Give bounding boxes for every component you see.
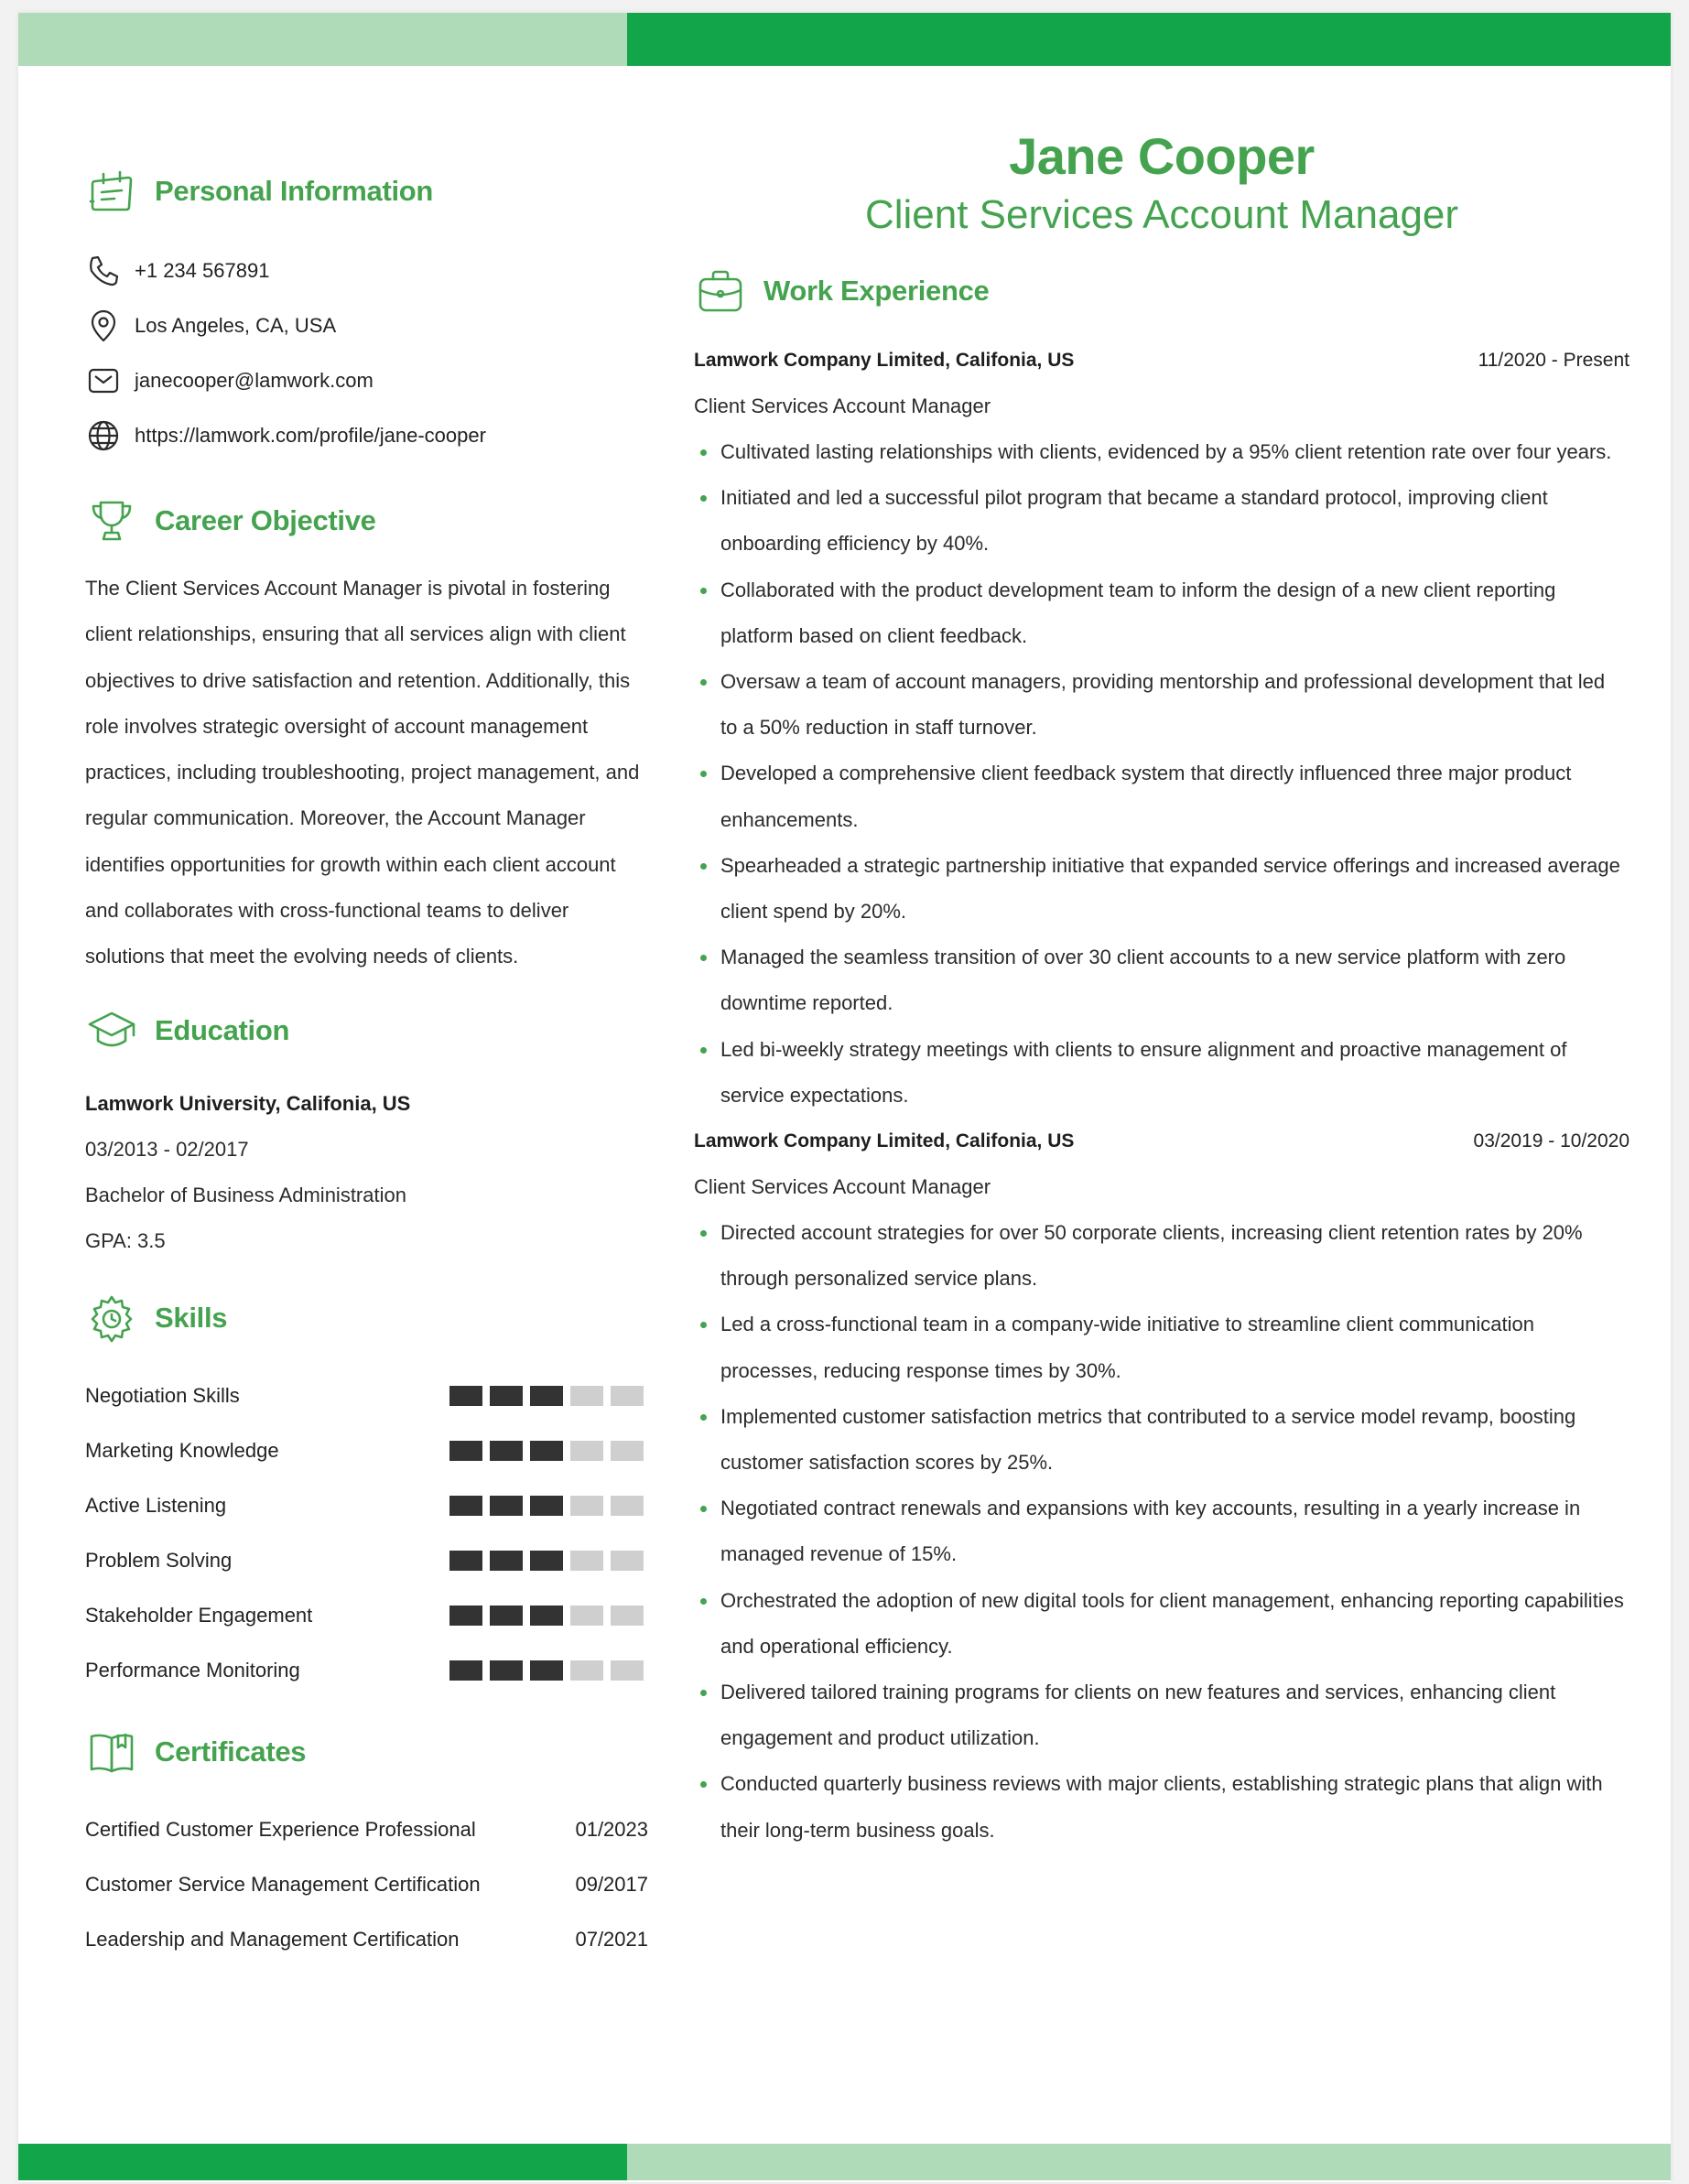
graduation-cap-icon — [85, 1004, 138, 1057]
skill-segment-empty — [570, 1660, 603, 1681]
skill-row — [85, 1478, 644, 1533]
certificate-row — [85, 1857, 648, 1912]
skill-row — [85, 1533, 644, 1588]
certificate-date: 09/2017 — [575, 1872, 648, 1896]
job-bullet: Managed the seamless transition of over 30 client accounts to a new service platform with zero downtime reported. — [694, 935, 1627, 1026]
job-bullet: Orchestrated the adoption of new digital tools for client management, enhancing reporting capabilities and operational efficiency. — [694, 1578, 1627, 1670]
career-objective-title: Career Objective — [155, 504, 376, 536]
skill-name: Performance Monitoring — [85, 1658, 300, 1681]
job-bullet: Collaborated with the product development team to inform the design of a new client reporting platform based on client feedback. — [694, 568, 1627, 659]
location-pin-icon — [85, 308, 122, 344]
job-bullets — [694, 429, 1629, 1119]
skill-segment-filled — [449, 1551, 482, 1571]
job-position: Client Services Account Manager — [694, 1175, 991, 1199]
skill-segment-filled — [490, 1660, 523, 1681]
certificate-row — [85, 1802, 648, 1857]
jobs-list — [694, 338, 1629, 1854]
skill-segment-filled — [490, 1551, 523, 1571]
skill-segment-filled — [449, 1496, 482, 1516]
candidate-role: Client Services Account Manager — [864, 192, 1459, 237]
skill-row — [85, 1368, 644, 1423]
top-bar-light — [18, 13, 627, 66]
skill-name: Active Listening — [85, 1493, 227, 1517]
candidate-name: Jane Cooper — [1009, 127, 1315, 185]
skill-segment-filled — [530, 1386, 563, 1406]
career-objective-text: The Client Services Account Manager is pivotal in fostering client relationships, ensuring that all services align with client objectives to drive satisfaction and retention. Additionally, this role involves strategic oversight of account management practices, including troubleshooting, project management, and regular communication. Moreover, the Account Manager identifies opportunities for growth within each client account and collaborates with cross-functional teams to deliver solutions that meet the evolving needs of clients. — [85, 577, 640, 968]
education-header — [85, 999, 648, 1063]
skill-segment-filled — [530, 1441, 563, 1461]
skill-segment-empty — [611, 1606, 644, 1626]
job-entry — [694, 1119, 1629, 1854]
certificates-header — [85, 1720, 648, 1784]
work-experience-header — [694, 259, 1629, 323]
gear-icon — [85, 1292, 138, 1345]
skill-segment-filled — [530, 1551, 563, 1571]
job-bullets — [694, 1210, 1629, 1854]
phone-icon — [85, 253, 122, 289]
certificate-name: Customer Service Management Certification — [85, 1872, 481, 1896]
job-bullet: Initiated and led a successful pilot program that became a standard protocol, improving client onboarding efficiency by 40%. — [694, 475, 1627, 567]
skill-segment-empty — [611, 1551, 644, 1571]
skill-segment-empty — [611, 1386, 644, 1406]
bottom-bar-light — [627, 2144, 1671, 2180]
personal-info-title: Personal Information — [155, 175, 434, 207]
skill-segment-filled — [530, 1660, 563, 1681]
skill-segment-filled — [490, 1441, 523, 1461]
skill-row — [85, 1423, 644, 1478]
skill-name: Negotiation Skills — [85, 1383, 240, 1407]
resume-page — [18, 13, 1671, 2182]
mail-icon — [85, 362, 122, 399]
skill-segment-empty — [611, 1441, 644, 1461]
skill-row — [85, 1588, 644, 1643]
skill-name: Stakeholder Engagement — [85, 1603, 313, 1627]
skill-level-meter — [442, 1441, 644, 1461]
contact-location — [85, 298, 648, 353]
skills-title: Skills — [155, 1301, 228, 1334]
work-experience-title: Work Experience — [763, 275, 990, 307]
skill-segment-empty — [611, 1496, 644, 1516]
job-bullet: Conducted quarterly business reviews with major clients, establishing strategic plans that align with their long-term business goals. — [694, 1761, 1627, 1853]
bottom-bar-dark — [18, 2144, 627, 2180]
skill-segment-filled — [530, 1606, 563, 1626]
skill-segment-empty — [570, 1386, 603, 1406]
skill-name: Marketing Knowledge — [85, 1438, 279, 1462]
skill-segment-filled — [449, 1606, 482, 1626]
skill-level-meter — [442, 1551, 644, 1571]
certificate-row — [85, 1912, 648, 1967]
globe-icon — [85, 417, 122, 454]
certificates-list — [85, 1802, 648, 1967]
skills-header — [85, 1286, 648, 1350]
contact-website[interactable] — [85, 408, 648, 463]
job-header — [694, 338, 1629, 384]
education-entry — [85, 1081, 648, 1264]
skill-segment-filled — [449, 1386, 482, 1406]
skills-list — [85, 1368, 648, 1698]
job-dates: 11/2020 - Present — [1478, 350, 1629, 371]
job-bullet: Oversaw a team of account managers, providing mentorship and professional development that led to a 50% reduction in staff turnover. — [694, 659, 1627, 751]
right-column — [694, 127, 1629, 1854]
job-bullet: Spearheaded a strategic partnership initiative that expanded service offerings and increased average client spend by 20%. — [694, 843, 1627, 935]
contact-website-text[interactable]: https://lamwork.com/profile/jane-cooper — [135, 424, 486, 447]
skill-segment-empty — [570, 1551, 603, 1571]
job-bullet: Delivered tailored training programs for clients on new features and services, enhancing client engagement and product utilization. — [694, 1670, 1627, 1761]
skill-segment-filled — [490, 1496, 523, 1516]
contact-phone-text: +1 234 567891 — [135, 259, 270, 282]
education-title: Education — [155, 1013, 290, 1046]
personal-info-header — [85, 159, 648, 223]
skill-level-meter — [442, 1496, 644, 1516]
career-objective-header — [85, 489, 648, 553]
certificates-title: Certificates — [155, 1735, 307, 1768]
contact-email[interactable] — [85, 353, 648, 408]
job-position: Client Services Account Manager — [694, 395, 991, 417]
skill-segment-filled — [530, 1496, 563, 1516]
top-bar-dark — [627, 13, 1671, 66]
contact-list — [85, 243, 648, 463]
job-entry — [694, 338, 1629, 1119]
job-header — [694, 1119, 1629, 1164]
certificate-name: Leadership and Management Certification — [85, 1927, 460, 1951]
skill-level-meter — [442, 1606, 644, 1626]
education-degree: Bachelor of Business Administration — [85, 1183, 406, 1206]
skill-segment-filled — [490, 1386, 523, 1406]
skill-segment-empty — [611, 1660, 644, 1681]
job-bullet: Directed account strategies for over 50 corporate clients, increasing client retention rates by 20% through personalized service plans. — [694, 1210, 1627, 1302]
education-dates: 03/2013 - 02/2017 — [85, 1137, 249, 1161]
education-school: Lamwork University, Califonia, US — [85, 1091, 411, 1115]
id-card-icon — [85, 165, 138, 218]
job-company: Lamwork Company Limited, Califonia, US — [694, 1130, 1075, 1152]
certificate-date: 07/2021 — [575, 1927, 648, 1951]
certificate-date: 01/2023 — [575, 1817, 648, 1841]
contact-location-text: Los Angeles, CA, USA — [135, 314, 337, 337]
skill-segment-filled — [449, 1660, 482, 1681]
skill-segment-filled — [490, 1606, 523, 1626]
briefcase-icon — [694, 265, 747, 318]
skill-level-meter — [442, 1660, 644, 1681]
education-gpa: GPA: 3.5 — [85, 1228, 166, 1252]
trophy-icon — [85, 494, 138, 547]
job-bullet: Led bi-weekly strategy meetings with clients to ensure alignment and proactive management of service expectations. — [694, 1027, 1627, 1119]
skill-name: Problem Solving — [85, 1548, 233, 1572]
job-bullet: Developed a comprehensive client feedback system that directly influenced three major product enhancements. — [694, 751, 1627, 842]
job-bullet: Negotiated contract renewals and expansions with key accounts, resulting in a yearly increase in managed revenue of 15%. — [694, 1486, 1627, 1577]
job-bullet: Implemented customer satisfaction metrics that contributed to a service model revamp, boosting customer satisfaction scores by 25%. — [694, 1394, 1627, 1486]
job-dates: 03/2019 - 10/2020 — [1473, 1130, 1629, 1152]
skill-level-meter — [442, 1386, 644, 1406]
contact-phone — [85, 243, 648, 298]
skill-row — [85, 1643, 644, 1698]
skill-segment-empty — [570, 1441, 603, 1461]
skill-segment-empty — [570, 1606, 603, 1626]
job-bullet: Led a cross-functional team in a company-wide initiative to streamline client communication processes, reducing response times by 30%. — [694, 1302, 1627, 1393]
left-column — [85, 159, 648, 1967]
skill-segment-filled — [449, 1441, 482, 1461]
job-company: Lamwork Company Limited, Califonia, US — [694, 350, 1075, 371]
skill-segment-empty — [570, 1496, 603, 1516]
job-bullet: Cultivated lasting relationships with clients, evidenced by a 95% client retention rate over four years. — [694, 429, 1627, 475]
book-icon — [85, 1725, 138, 1779]
certificate-name: Certified Customer Experience Professional — [85, 1817, 476, 1841]
contact-email-text[interactable]: janecooper@lamwork.com — [135, 369, 374, 392]
